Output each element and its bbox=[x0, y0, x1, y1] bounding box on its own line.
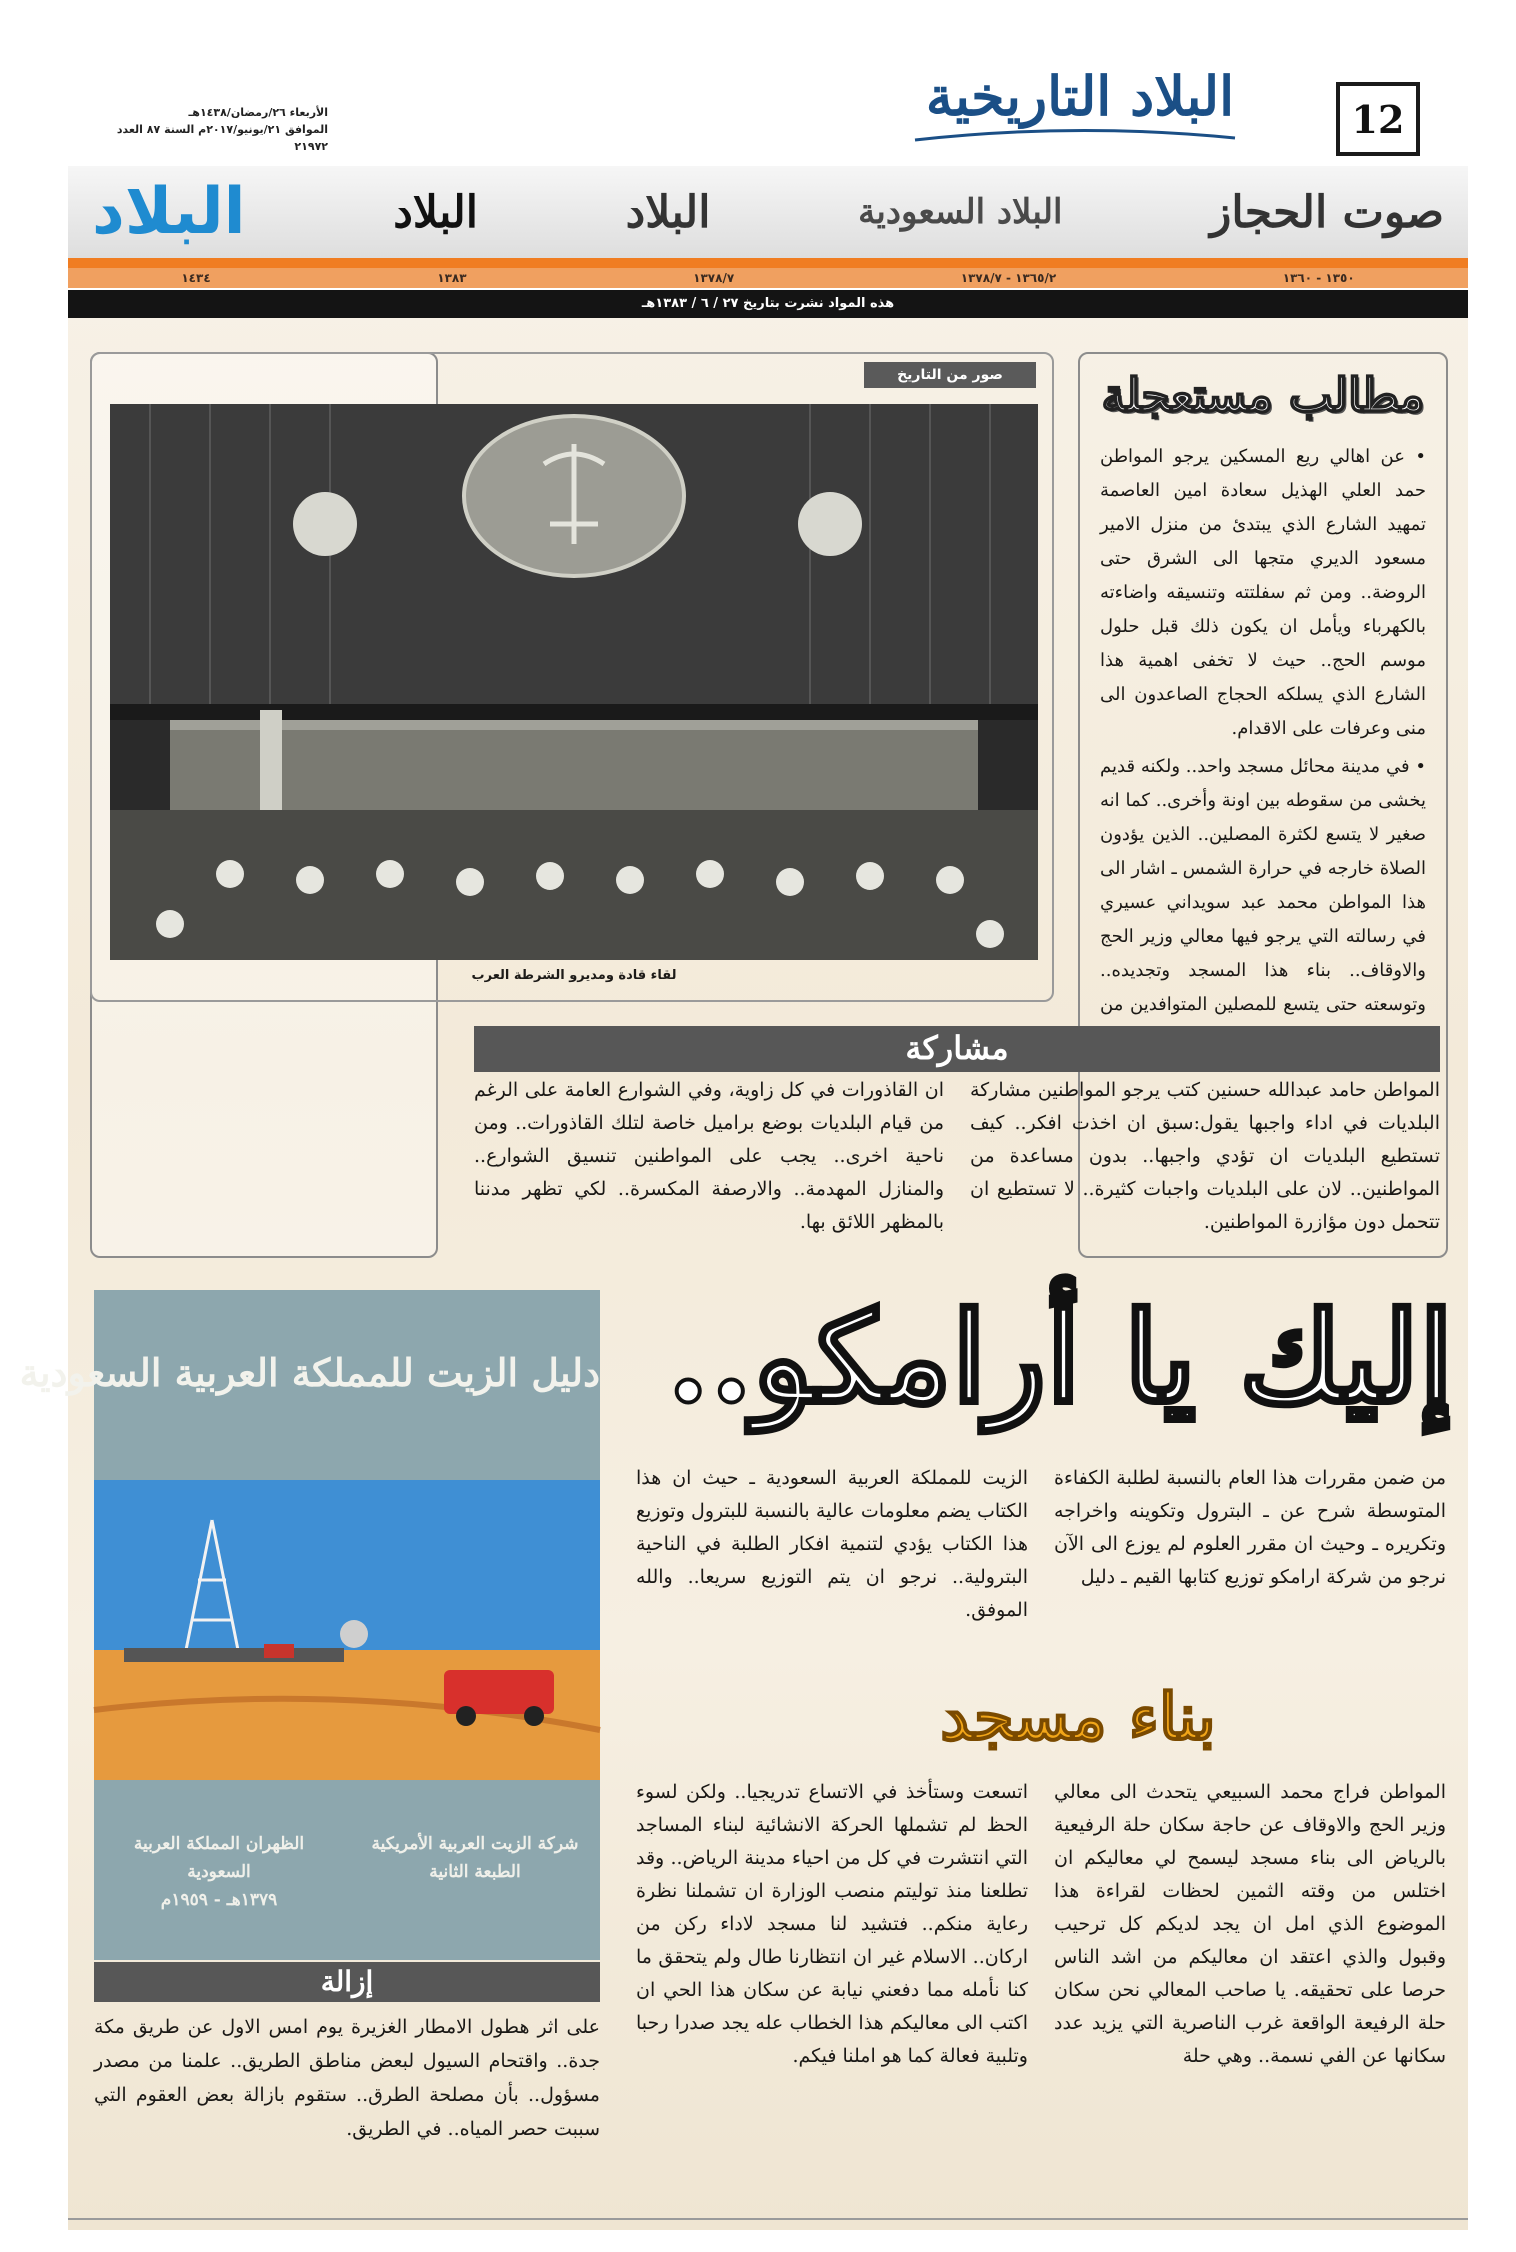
removal-body: على اثر هطول الامطار الغزيرة يوم امس الاول عن طريق مكة جدة.. واقتحام السيول لبعض مناطق الطريق.. علمنا من مصدر مسؤول.. بأن مصلحة الطرق.. ستقوم بازالة بعض العقوم التي سببت حصر المياه.. في الطريق. bbox=[94, 2016, 600, 2140]
publisher-location: الظهران المملكة العربية السعودية bbox=[133, 1834, 305, 1882]
year-label: ١٤٣٤ bbox=[181, 271, 211, 285]
masthead-albilad-1: البلاد bbox=[625, 186, 711, 238]
masthead-years bbox=[68, 268, 1468, 288]
book-publisher-right bbox=[370, 1830, 580, 1886]
photo-caption: لقاء قادة ومديرو الشرطة العرب bbox=[471, 968, 677, 983]
oil-rig-photo bbox=[94, 1480, 600, 1780]
aramco-headline: إليك يا أرامكو.. bbox=[666, 1286, 1454, 1431]
photo-section-label: صور من التاريخ bbox=[864, 362, 1036, 388]
aramco-column: من ضمن مقررات هذا العام بالنسبة لطلبة الكفاءة المتوسطة شرح عن ـ البترول وتكوينه واخراجه وتكريره ـ وحيث ان مقرر العلوم لم يوزع الى الآن نرجو من شركة ارامكو توزيع كتابها القيم ـ دليل bbox=[1054, 1467, 1446, 1588]
publication-notice: هذه المواد نشرت بتاريخ ٢٧ / ٦ / ١٣٨٣هـ bbox=[68, 290, 1468, 318]
bottom-rule bbox=[68, 2218, 1468, 2220]
removal-title: إزالة bbox=[94, 1962, 600, 2002]
date-hijri: الأربعاء ٢٦/رمضان/١٤٣٨هـ bbox=[188, 106, 328, 119]
book-year: ١٣٧٩هـ - ١٩٥٩م bbox=[160, 1890, 278, 1910]
mosque-headline: بناء مسجد bbox=[940, 1680, 1216, 1755]
masthead-sawt-alhijaz: صوت الحجاز bbox=[1210, 186, 1444, 238]
mosque-body bbox=[636, 1776, 1446, 2073]
urgent-demands-body bbox=[1100, 440, 1426, 1056]
participation-column: ان القاذورات في كل زاوية، وفي الشوارع العامة على الرغم من قيام البلديات بوضع براميل خاصة لتلك القاذورات.. ومن ناحية اخرى.. يجب على المواطنين تنسيق الشوارع.. والمنازل المهدمة.. والارصفة المكسرة.. لكي تظهر مدننا بالمظهر اللائق بها. bbox=[474, 1079, 944, 1233]
historical-photo bbox=[110, 404, 1038, 960]
masthead-albilad-2: البلاد bbox=[393, 186, 478, 238]
accent-bar bbox=[68, 258, 1468, 268]
urgent-demands-title: مطالب مستعجلة bbox=[1101, 368, 1425, 422]
participation-title: مشاركة bbox=[474, 1026, 1440, 1072]
aramco-column: الزيت للمملكة العربية السعودية ـ حيث ان هذا الكتاب يضم معلومات عالية بالنسبة للبترول وتوزيع هذا الكتاب يؤدي لتنمية افكار الطلبة في الناحية البترولية.. نرجو ان يتم التوزيع سريعا.. والله الموفق. bbox=[636, 1467, 1028, 1621]
mosque-column: اتسعت وستأخذ في الاتساع تدريجيا.. ولكن لسوء الحظ لم تشملها الحركة الانشائية لبناء المساجد التي انتشرت في كل من احياء مدينة الرياض.. وقد تطلعنا منذ توليتم منصب الوزارة ان تشملنا نظرة رعاية منكم.. فتشيد لنا مسجد لاداء ركن من اركان.. الاسلام غير ان انتظارنا طال ولم يتحقق ما كنا نأمله مما دفعني نيابة عن سكان هذا الحي ان اكتب الى معاليكم هذا الخطاب عله يجد صدرا رحبا وتلبية فعالة كما هو املنا فيكم. bbox=[636, 1781, 1028, 2067]
year-label: ١٣٥٠ - ١٣٦٠ bbox=[1282, 271, 1355, 285]
date-gregorian: الموافق ٢١/يونيو/٢٠١٧م السنة ٨٧ العدد ٢١٩٧٢ bbox=[116, 123, 328, 153]
page-number: 12 bbox=[1336, 82, 1420, 156]
dateline bbox=[88, 104, 328, 155]
masthead-albilad-current: البلاد bbox=[92, 175, 246, 249]
book-title: دليل الزيت للمملكة العربية السعودية bbox=[19, 1350, 600, 1395]
logo-text: البلاد التاريخية bbox=[925, 64, 1235, 128]
participation-column: المواطن حامد عبدالله حسنين كتب يرجو المواطنين مشاركة البلديات في اداء واجبها يقول:سبق ان اخذت افكر.. كيف تستطيع البلديات ان تؤدي واجبها.. بدون مساعدة من المواطنين.. لان على البلديات واجبات كثيرة.. لا تستطيع ان تتحمل دون مؤازرة المواطنين. bbox=[970, 1079, 1440, 1233]
logo-swoosh-icon bbox=[910, 126, 1240, 148]
publisher-company: شركة الزيت العربية الأمريكية bbox=[371, 1834, 579, 1854]
urgent-paragraph: • في مدينة محائل مسجد واحد.. ولكنه قديم يخشى من سقوطه بين اونة وأخرى.. كما انه صغير لا يتسع لكثرة المصلين.. الذين يؤدون الصلاة خارجه في حرارة الشمس ـ اشار الى هذا المواطن محمد عبد سويداني عسيري في رسالته التي يرجو فيها معالي وزير الحج والاوقاف.. بناء هذا المسجد وتجديده.. وتوسعته حتى يتسع للمصلين المتوافدين من bbox=[1100, 756, 1426, 1015]
year-label: ١٣٨٣ bbox=[437, 271, 467, 285]
year-label: ١٣٦٥/٢ - ١٣٧٨/٧ bbox=[960, 271, 1057, 285]
year-label: ١٣٧٨/٧ bbox=[693, 271, 735, 285]
urgent-paragraph: • عن اهالي ريع المسكين يرجو المواطن حمد العلي الهذيل سعادة امين العاصمة تمهيد الشارع الذي يبتدئ من منزل الامير مسعود الديري متجها الى الشرق حتى الروضة.. ومن ثم سفلتته وتنسيقه واضاءته بالكهرباء ويأمل ان يكون ذلك قبل حلول موسم الحج.. حيث لا تخفى اهمية هذا الشارع الذي يسلكه الحجاج الصاعدون الى منى وعرفات على الاقدام. bbox=[1100, 446, 1426, 739]
mosque-column: المواطن فراج محمد السبيعي يتحدث الى معالي وزير الحج والاوقاف عن حاجة سكان حلة الرفيعية بالرياض الى بناء مسجد ليسمح لي معاليكم ان اختلس من وقته الثمين لحظات لقراءة هذا الموضوع الذي امل ان يجد لديكم كل ترحيب وقبول والذي اعتقد ان معاليكم من اشد الناس حرصا على تحقيقه. يا صاحب المعالي نحن سكان حلة الرفيعة الواقعة غرب الناصرية التي يزيد عدد سكانها عن الفي نسمة.. وهي حلة bbox=[1054, 1781, 1446, 2067]
historical-logo bbox=[900, 64, 1260, 148]
aramco-body bbox=[636, 1462, 1446, 1627]
book-edition: الطبعة الثانية bbox=[429, 1862, 521, 1882]
masthead-history-strip bbox=[68, 166, 1468, 258]
book-cover-image bbox=[19, 1290, 600, 1960]
book-publisher-left bbox=[114, 1830, 324, 1914]
participation-body bbox=[474, 1074, 1440, 1239]
masthead-albilad-alsaudia: البلاد السعودية bbox=[858, 192, 1063, 232]
